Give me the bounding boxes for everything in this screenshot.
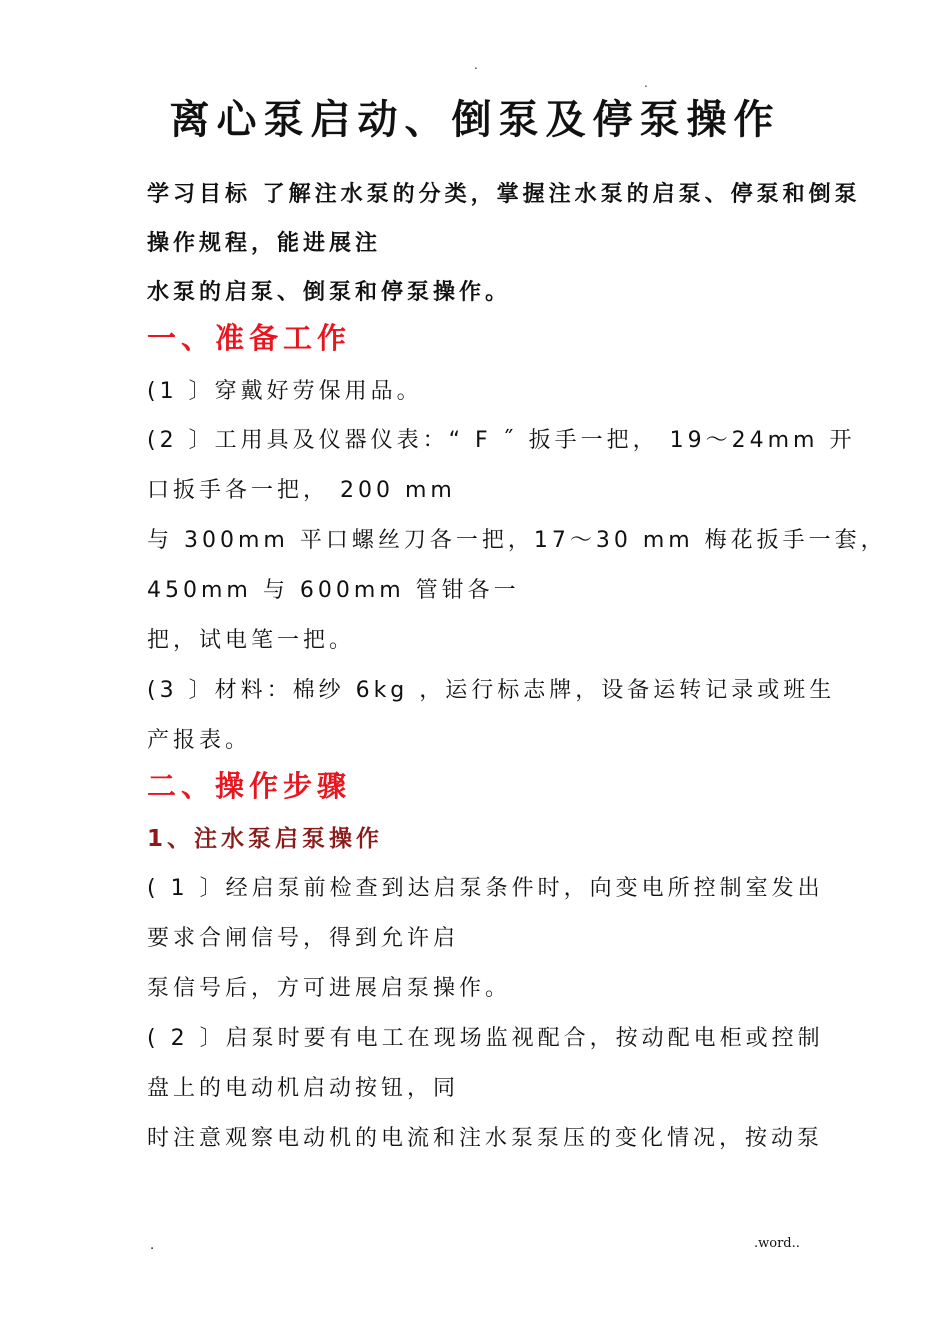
prep-item-2-line-4: 450mm 与 600mm 管钳各一 [147,578,520,603]
step-item-1-line-2: 要求合闸信号，得到允许启 [147,926,460,951]
objective-line-3: 水泵的启泵、倒泵和停泵操作。 [147,280,512,305]
prep-item-2-line-5: 把，试电笔一把。 [147,628,356,653]
prep-item-3-line-2: 产报表。 [147,728,252,753]
step-item-2-line-3: 时注意观察电动机的电流和注水泵泵压的变化情况，按动泵 [147,1126,824,1151]
prep-item-2-line-2: 口扳手各一把， 200 mm [147,478,456,503]
step-item-2-line-1: ( 2 〕启泵时要有电工在现场监视配合，按动配电柜或控制 [147,1026,824,1051]
footer-word-mark: .word.. [754,1236,800,1251]
prep-item-2-line-1: (2 〕工用具及仪器仪表：“ F ˝ 扳手一把， 19～24mm 开 [147,428,856,453]
footer-dot: . [150,1238,155,1253]
prep-item-3-line-1: (3 〕材料：棉纱 6kg ，运行标志牌，设备运转记录或班生 [147,678,836,703]
objective-line-1: 学习目标 了解注水泵的分类，掌握注水泵的启泵、停泵和倒泵 [147,182,861,207]
section-heading-preparation: 一、准备工作 [147,321,352,355]
prep-item-1: (1 〕穿戴好劳保用品。 [147,379,423,404]
prep-item-2-line-3: 与 300mm 平口螺丝刀各一把，17～30 mm 梅花扳手一套， [147,528,887,553]
step-item-1-line-3: 泵信号后，方可进展启泵操作。 [147,976,512,1001]
section-heading-steps: 二、操作步骤 [147,769,352,803]
header-dot-right: . [644,76,648,90]
page-title: 离心泵启动、倒泵及停泵操作 [169,97,781,143]
header-dot: . [474,58,478,72]
step-item-2-line-2: 盘上的电动机启动按钮，同 [147,1076,460,1101]
objective-line-2: 操作规程，能进展注 [147,231,382,256]
subheading-start-pump: 1、注水泵启泵操作 [147,826,384,852]
step-item-1-line-1: ( 1 〕经启泵前检查到达启泵条件时，向变电所控制室发出 [147,876,824,901]
